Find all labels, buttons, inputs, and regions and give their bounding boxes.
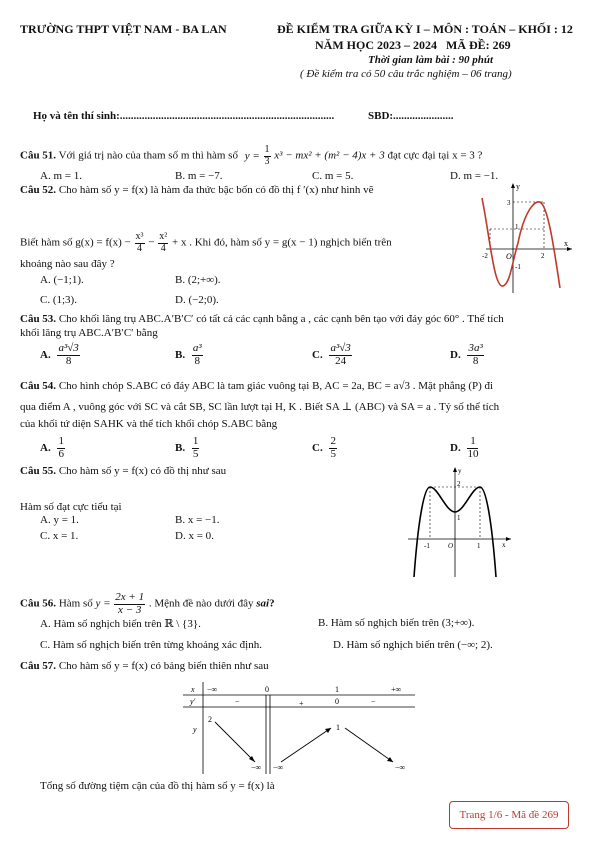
q56-text-a: Hàm số [58,597,93,610]
q57-variation-table [183,682,415,774]
q56-option-a[interactable]: A. Hàm số nghịch biến trên ℝ \ {3}. [40,618,201,630]
q57-y-value-1: 1 [336,723,340,732]
q52-graph-tick-1: 1 [515,223,519,231]
q52-text2a: Biết hàm số g(x) = f(x) − [20,236,131,249]
q55-label: Câu 55. [20,465,57,477]
q55-graph-tick-x1: 1 [477,542,481,550]
q52-graph-tick-3: 3 [507,199,511,207]
q57-yp-sign-3: − [371,697,376,706]
page-footer-badge: Trang 1/6 - Mã đề 269 [449,801,569,829]
q55-graph-x-label: x [502,541,506,549]
q56-text-sai: sai [256,597,270,610]
q52-text: Cho hàm số y = f(x) là hàm đa thức bậc bốn có đồ thị f ′(x) như hình vẽ [58,184,374,196]
q51-option-a[interactable]: A. m = 1. [40,170,82,182]
q54-stem-2: qua điểm A , vuông góc với SC và cắt SB, SC lần lượt tại H, K . Biết SA ⊥ (ABC) và SA = a . Tỷ số thể tích [20,401,500,413]
q54-stem [20,380,493,392]
exam-title: ĐỀ KIỂM TRA GIỮA KỲ I – MÔN : TOÁN – KHỐI : 12 [277,22,573,36]
q54-option-d[interactable] [450,436,479,460]
q57-yp-sign-1: − [235,697,240,706]
q52-graph-origin: O [506,252,512,261]
q57-y-header: y [193,725,197,734]
q55-graph-tick-m1: -1 [424,542,430,550]
q52-graph-x-label: x [564,239,568,248]
q54-stem-3: của khối tứ diện SAHK và thể tích khối chóp S.ABC bằng [20,418,278,430]
q51-label: Câu 51. [20,149,57,162]
student-sbd-label: SBD:...................... [368,110,454,122]
q54-a-den: 6 [58,447,64,460]
q55-graph-tick-1: 1 [457,514,461,522]
q52-graph-tick-m1: -1 [515,263,521,271]
q57-stem [20,660,269,672]
q51-text-b: đạt cực đại tại x = 3 ? [387,149,483,162]
q57-yp-sign-2: + [299,699,304,708]
q54-b-den: 5 [192,447,199,460]
q53-option-a[interactable]: A. $\frac{\text{a³√3}}{8}$ [40,342,79,367]
q52-text2b: + x . Khi đó, hàm số y = g(x − 1) nghịch biến trên [172,236,392,249]
exam-time: Thời gian làm bài : 90 phút [368,54,494,66]
q54-option-c-letter: C. [312,441,323,454]
q53-option-b[interactable]: B. $\frac{\text{a³}}{8}$ [175,342,202,367]
q54-option-d-letter: D. [450,441,461,454]
q55-graph-origin: O [448,542,454,550]
q52-question: khoảng nào sau đây ? [20,258,115,270]
q54-d-den: 10 [467,447,479,460]
q57-y-neg-inf-left: −∞ [251,763,262,772]
q57-label: Câu 57. [20,660,57,672]
q57-text: Cho hàm số y = f(x) có bảng biến thiên như sau [58,660,269,672]
q53-stem [20,313,504,325]
q53-label: Câu 53. [20,313,57,325]
q54-option-b-letter: B. [175,441,186,454]
q57-yp-zero: 0 [335,697,339,706]
exam-year-code: NĂM HỌC 2023 – 2024 MÃ ĐỀ: 269 [315,38,511,52]
q54-option-a-letter: A. [40,441,51,454]
q57-question: Tổng số đường tiệm cận của đồ thị hàm số y = f(x) là [40,780,275,792]
q55-function-graph [406,462,516,580]
q56-den: x − 3 [118,603,142,616]
q54-option-b[interactable] [175,436,200,460]
q52-stem [20,184,374,196]
q56-stem: Câu 56. Hàm số y = $\frac{2x + 1}{x - 3}$ . Mệnh đề nào dưới đây sai? [20,591,275,616]
q56-label: Câu 56. [20,597,57,610]
q57-x-header: x [191,685,195,694]
q57-x-one: 1 [335,685,339,694]
q52-graph-y-label: y [516,182,520,191]
q55-graph-tick-2: 2 [457,480,461,488]
q52-label: Câu 52. [20,184,57,196]
q54-d-num: 1 [467,436,478,449]
q53-option-d-letter: D. [450,348,461,361]
q54-label: Câu 54. [20,380,57,392]
q51-option-c[interactable]: C. m = 5. [312,170,354,182]
q55-stem [20,465,226,477]
q52-derivative-graph [476,178,576,298]
q56-text-b: . Mệnh đề nào dưới đây [148,597,254,610]
q55-question: Hàm số đạt cực tiểu tại [20,501,122,513]
q52-option-b[interactable]: B. (2;+∞). [175,274,221,286]
exam-note: ( Đề kiểm tra có 50 câu trắc nghiệm – 06 trang) [300,68,512,80]
q54-option-c[interactable] [312,436,338,460]
q53-option-c[interactable]: C. $\frac{\text{a³√3}}{24}$ [312,342,351,367]
q54-c-num: 2 [330,435,336,447]
q57-y-value-2: 2 [208,715,212,724]
q53-stem-2: khối lăng trụ ABC.A′B′C′ bằng [20,327,158,339]
student-name-label: Họ và tên thí sinh:.............................................................................. [33,110,335,122]
q51-option-d[interactable]: D. m = −1. [450,170,499,182]
q56-option-b[interactable]: B. Hàm số nghịch biến trên (3;+∞). [318,617,475,629]
q52-graph-tick-m2: -2 [482,252,488,260]
q57-yp-header: y′ [190,697,196,706]
q57-y-neg-inf-end: −∞ [395,763,406,772]
q55-option-c[interactable]: C. x = 1. [40,530,79,542]
q52-graph-tick-2: 2 [541,252,545,260]
school-name: TRƯỜNG THPT VIỆT NAM - BA LAN [20,22,227,36]
q56-option-c[interactable]: C. Hàm số nghịch biến trên từng khoảng xác định. [40,639,262,651]
q53-option-b-letter: B. [175,348,186,361]
q57-x-pos-inf: +∞ [391,685,402,694]
q55-option-b[interactable]: B. x = −1. [175,514,220,526]
q52-option-a[interactable]: A. (−1;1). [40,274,84,286]
q54-a-num: 1 [58,435,64,447]
q51-stem: Câu 51. Với giá trị nào của tham số m thì hàm số y = $\frac{1}{3}$ x³ − mx² + (m² − 4)x + 3 đạt cực đại tại x = 3 ? [20,144,483,167]
q53-option-d[interactable]: D. $\frac{\text{3a³}}{8}$ [450,342,483,367]
q57-y-neg-inf-right: −∞ [273,763,284,772]
q55-option-a[interactable]: A. y = 1. [40,514,79,526]
q51-text-a: Với giá trị nào của tham số m thì hàm số [58,149,238,162]
q56-option-d[interactable]: D. Hàm số nghịch biến trên (−∞; 2). [333,639,493,651]
q55-graph-y-label: y [458,467,462,475]
q52-option-c[interactable]: C. (1;3). [40,294,77,306]
q52-option-d[interactable]: D. (−2;0). [175,294,219,306]
q57-x-neg-inf: −∞ [207,685,218,694]
q52-condition: Biết hàm số g(x) = f(x) − $\frac{\text{x³}}{4}$ − $\frac{\text{x²}}{4}$ + x . Khi đó, hàm số y = g(x − 1) nghịch biến trên [20,231,392,254]
q54-text: Cho hình chóp S.ABC có đáy ABC là tam giác vuông tại B, AC = 2a, BC = a√3 . Mặt phẳng (P) đi [58,380,494,392]
q54-option-a[interactable] [40,436,66,460]
q57-x-zero: 0 [265,685,269,694]
q53-option-c-letter: C. [312,348,323,361]
q56-num: 2x + 1 [115,591,145,603]
q54-c-den: 5 [330,447,336,460]
q53-text: Cho khối lăng trụ ABC.A′B′C′ có tất cả các cạnh bằng a , các cạnh bên tạo với đáy góc 60° . Thể tích [58,313,504,325]
q55-text: Cho hàm số y = f(x) có đồ thị như sau [58,465,227,477]
q53-option-a-letter: A. [40,348,51,361]
q51-option-b[interactable]: B. m = −7. [175,170,223,182]
q55-option-d[interactable]: D. x = 0. [175,530,214,542]
q54-b-num: 1 [192,435,199,447]
